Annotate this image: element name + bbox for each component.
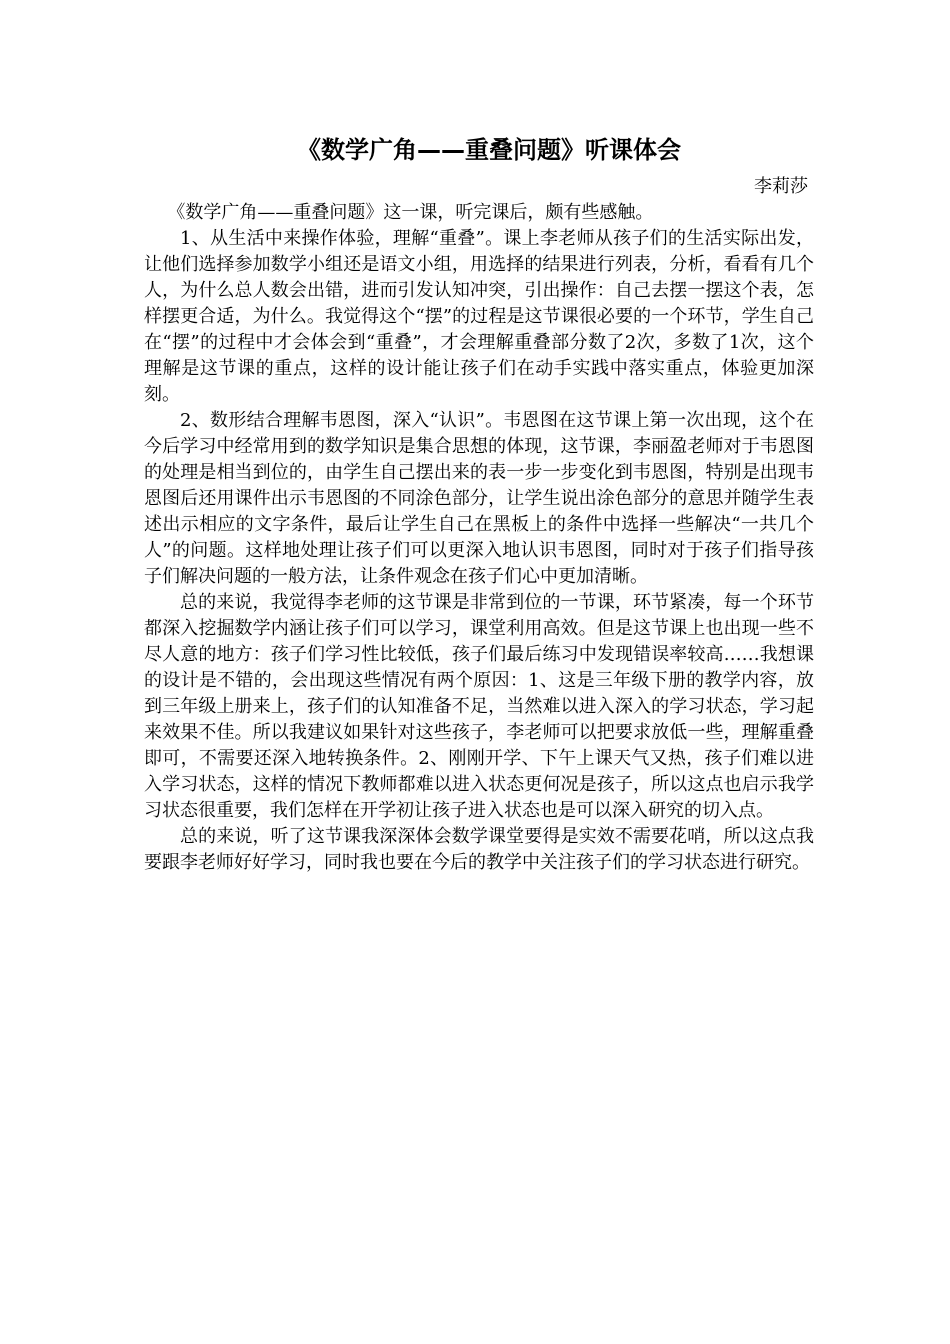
paragraph-point-2: 2、数形结合理解韦恩图，深入“认识”。韦恩图在这节课上第一次出现，这个在今后学习中经常用到的数学知识是集合思想的体现，这节课，李丽盈老师对于韦恩图的处理是相当到位的，由学生自己摆出来的表一步一步变化到韦恩图，特别是出现韦恩图后还用课件出示韦恩图的不同涂色部分，让学生说出涂色部分的意思并随学生表述出示相应的文字条件，最后让学生自己在黑板上的条件中选择一些解决“一共几个人”的问题。这样地处理让孩子们可以更深入地认识韦恩图，同时对于孩子们指导孩子们解决问题的一般方法，让条件观念在孩子们心中更加清晰。 [144, 410, 814, 587]
paragraph-conclusion: 总的来说，听了这节课我深深体会数学课堂要得是实效不需要花哨，所以这点我要跟李老师好好学习，同时我也要在今后的教学中关注孩子们的学习状态进行研究。 [144, 826, 814, 873]
author-name: 李莉莎 [754, 176, 808, 197]
paragraph-point-1: 1、从生活中来操作体验，理解“重叠”。课上李老师从孩子们的生活实际出发，让他们选择参加数学小组还是语文小组，用选择的结果进行列表，分析，看看有几个人，为什么总人数会出错，进而引发认知冲突，引出操作：自己去摆一摆这个表，怎样摆更合适，为什么。我觉得这个“摆”的过程是这节课很必要的一个环节，学生自己在“摆”的过程中才会体会到“重叠”，才会理解重叠部分数了2次，多数了1次，这个理解是这节课的重点，这样的设计能让孩子们在动手实践中落实重点，体验更加深刻。 [144, 228, 814, 405]
paragraph-intro: 《数学广角——重叠问题》这一课，听完课后，颇有些感触。 [167, 202, 654, 223]
document-title: 《数学广角——重叠问题》听课体会 [297, 136, 681, 164]
document-body [144, 132, 814, 876]
paragraph-summary: 总的来说，我觉得李老师的这节课是非常到位的一节课，环节紧凑，每一个环节都深入挖掘数学内涵让孩子们可以学习，课堂利用高效。但是这节课上也出现一些不尽人意的地方：孩子们学习性比较低，孩子们最后练习中发现错误率较高……我想课的设计是不错的，会出现这些情况有两个原因：1、这是三年级下册的教学内容，放到三年级上册来上，孩子们的认知准备不足，当然难以进入深入的学习状态，学习起来效果不佳。所以我建议如果针对这些孩子，李老师可以把要求放低一些，理解重叠即可，不需要还深入地转换条件。2、刚刚开学、下午上课天气又热，孩子们难以进入学习状态，这样的情况下教师都难以进入状态更何况是孩子，所以这点也启示我学习状态很重要，我们怎样在开学初让孩子进入状态也是可以深入研究的切入点。 [144, 592, 814, 821]
